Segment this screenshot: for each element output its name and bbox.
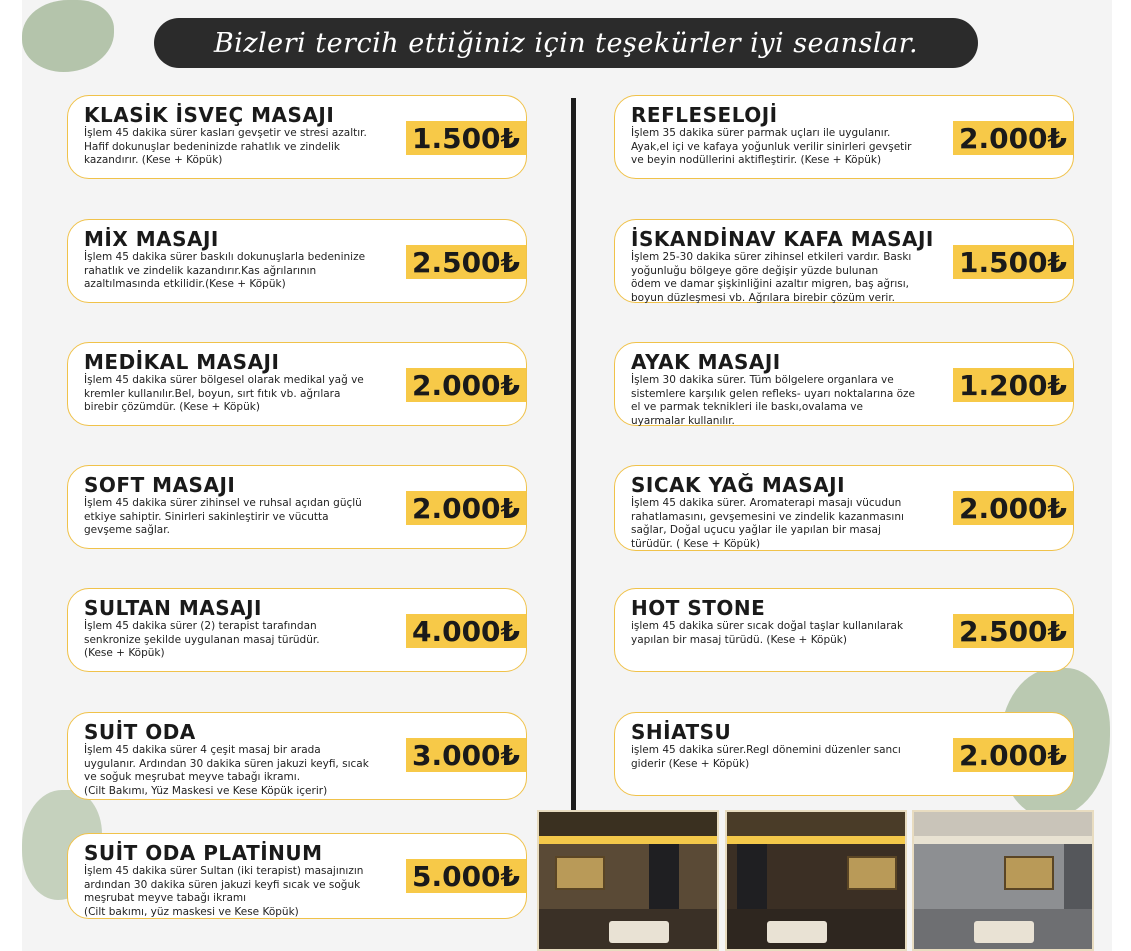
service-price: 4.000₺: [406, 614, 526, 648]
service-description: İşlem 30 dakika sürer. Tüm bölgelere organlara ve sistemlere karşılık gelen refleks- uyarı noktalarına öze el ve parmak teknikleri ile baskı,ovalama ve uyarmalar kullanılır.: [631, 374, 915, 427]
service-card: [67, 342, 527, 426]
service-card: [614, 342, 1074, 426]
service-card: [614, 465, 1074, 551]
service-description: İşlem 45 dakika sürer baskılı dokunuşlarla bedeninize rahatlık ve zindelik kazandırır.Kas ağrılarının azaltılmasında etkilidir.(Kese + Köpük): [84, 251, 366, 290]
service-description: İşlem 45 dakika sürer. Aromaterapi masajı vücudun rahatlamasını, gevşemesini ve zindelik kazanmasını sağlar, Doğal uçucu yağlar ile yapılan bir masaj türüdür. ( Kese + Köpük): [631, 497, 904, 550]
service-title: HOT STONE: [631, 596, 766, 620]
service-description: İşlem 45 dakika sürer kasları gevşetir ve stresi azaltır. Hafif dokunuşlar bedeninizde rahatlık ve zindelik kazandırır. (Kese + Köpük): [84, 127, 367, 166]
service-title: MEDİKAL MASAJI: [84, 350, 280, 374]
service-card: [67, 219, 527, 303]
thank-you-banner: [154, 18, 978, 68]
service-description: İşlem 45 dakika sürer (2) terapist tarafından senkronize şekilde uygulanan masaj türüdür. (Kese + Köpük): [84, 620, 320, 659]
service-price: 2.000₺: [406, 491, 526, 525]
service-price: 3.000₺: [406, 738, 526, 772]
service-description: işlem 45 dakika sürer.Regl dönemini düzenler sancı giderir (Kese + Köpük): [631, 744, 901, 770]
service-title: REFLESELOJİ: [631, 103, 778, 127]
service-price: 1.500₺: [406, 121, 526, 155]
service-title: KLASİK İSVEÇ MASAJI: [84, 103, 335, 127]
service-description: İşlem 35 dakika sürer parmak uçları ile uygulanır. Ayak,el içi ve kafaya yoğunluk verilir sinirleri gevşetir ve beyin nodüllerini aktifleştirir. (Kese + Köpük): [631, 127, 912, 166]
service-title: SUİT ODA PLATİNUM: [84, 841, 323, 865]
service-price: 1.200₺: [953, 368, 1073, 402]
service-price: 2.500₺: [953, 614, 1073, 648]
service-price: 2.000₺: [953, 491, 1073, 525]
service-card: [67, 833, 527, 919]
service-title: SOFT MASAJI: [84, 473, 236, 497]
service-price: 1.500₺: [953, 245, 1073, 279]
spa-room-photo: [725, 810, 907, 951]
service-title: MİX MASAJI: [84, 227, 219, 251]
service-card: [614, 219, 1074, 303]
service-card: [67, 95, 527, 179]
service-card: [614, 95, 1074, 179]
column-divider: [571, 98, 576, 814]
service-title: SULTAN MASAJI: [84, 596, 262, 620]
banner-text: Bizleri tercih ettiğiniz için teşekürler iyi seanslar.: [213, 27, 919, 59]
service-price: 2.000₺: [406, 368, 526, 402]
service-description: İşlem 45 dakika sürer Sultan (iki terapist) masajınızın ardından 30 dakika süren jakuzi keyfi sıcak ve soğuk meşrubat meyve tabağı ikramı (Cilt bakımı, yüz maskesi ve Kese Köpük): [84, 865, 364, 918]
service-card: [67, 712, 527, 800]
service-price: 2.500₺: [406, 245, 526, 279]
spa-room-photo: [537, 810, 719, 951]
service-title: SICAK YAĞ MASAJI: [631, 473, 846, 497]
service-description: İşlem 25-30 dakika sürer zihinsel etkileri vardır. Baskı yoğunluğu bölgeye göre değişir yüzde bulunan ödem ve damar şişkinliğini azaltır migren, baş ağrısı, boyun düzleşmesi vb. Ağrılara birebir çözüm verir.: [631, 251, 912, 304]
service-description: İşlem 45 dakika sürer 4 çeşit masaj bir arada uygulanır. Ardından 30 dakika süren jakuzi keyfi, sıcak ve soğuk meşrubat meyve tabağı ikramı. (Cilt Bakımı, Yüz Maskesi ve Kese Köpük içerir): [84, 744, 369, 797]
service-card: [614, 712, 1074, 796]
service-title: SHİATSU: [631, 720, 732, 744]
service-price: 5.000₺: [406, 859, 526, 893]
service-price: 2.000₺: [953, 121, 1073, 155]
service-card: [67, 465, 527, 549]
service-title: İSKANDİNAV KAFA MASAJI: [631, 227, 934, 251]
service-card: [614, 588, 1074, 672]
service-price: 2.000₺: [953, 738, 1073, 772]
service-title: SUİT ODA: [84, 720, 196, 744]
service-title: AYAK MASAJI: [631, 350, 781, 374]
service-description: İşlem 45 dakika sürer bölgesel olarak medikal yağ ve kremler kullanılır.Bel, boyun, sırt fıtık vb. ağrılara birebir çözümdür. (Kese + Köpük): [84, 374, 364, 413]
service-description: işlem 45 dakika sürer sıcak doğal taşlar kullanılarak yapılan bir masaj türüdü. (Kese + Köpük): [631, 620, 904, 646]
service-description: İşlem 45 dakika sürer zihinsel ve ruhsal açıdan güçlü etkiye sahiptir. Sinirleri sakinleştirir ve vücutta gevşeme sağlar.: [84, 497, 362, 536]
spa-room-photo: [912, 810, 1094, 951]
service-card: [67, 588, 527, 672]
